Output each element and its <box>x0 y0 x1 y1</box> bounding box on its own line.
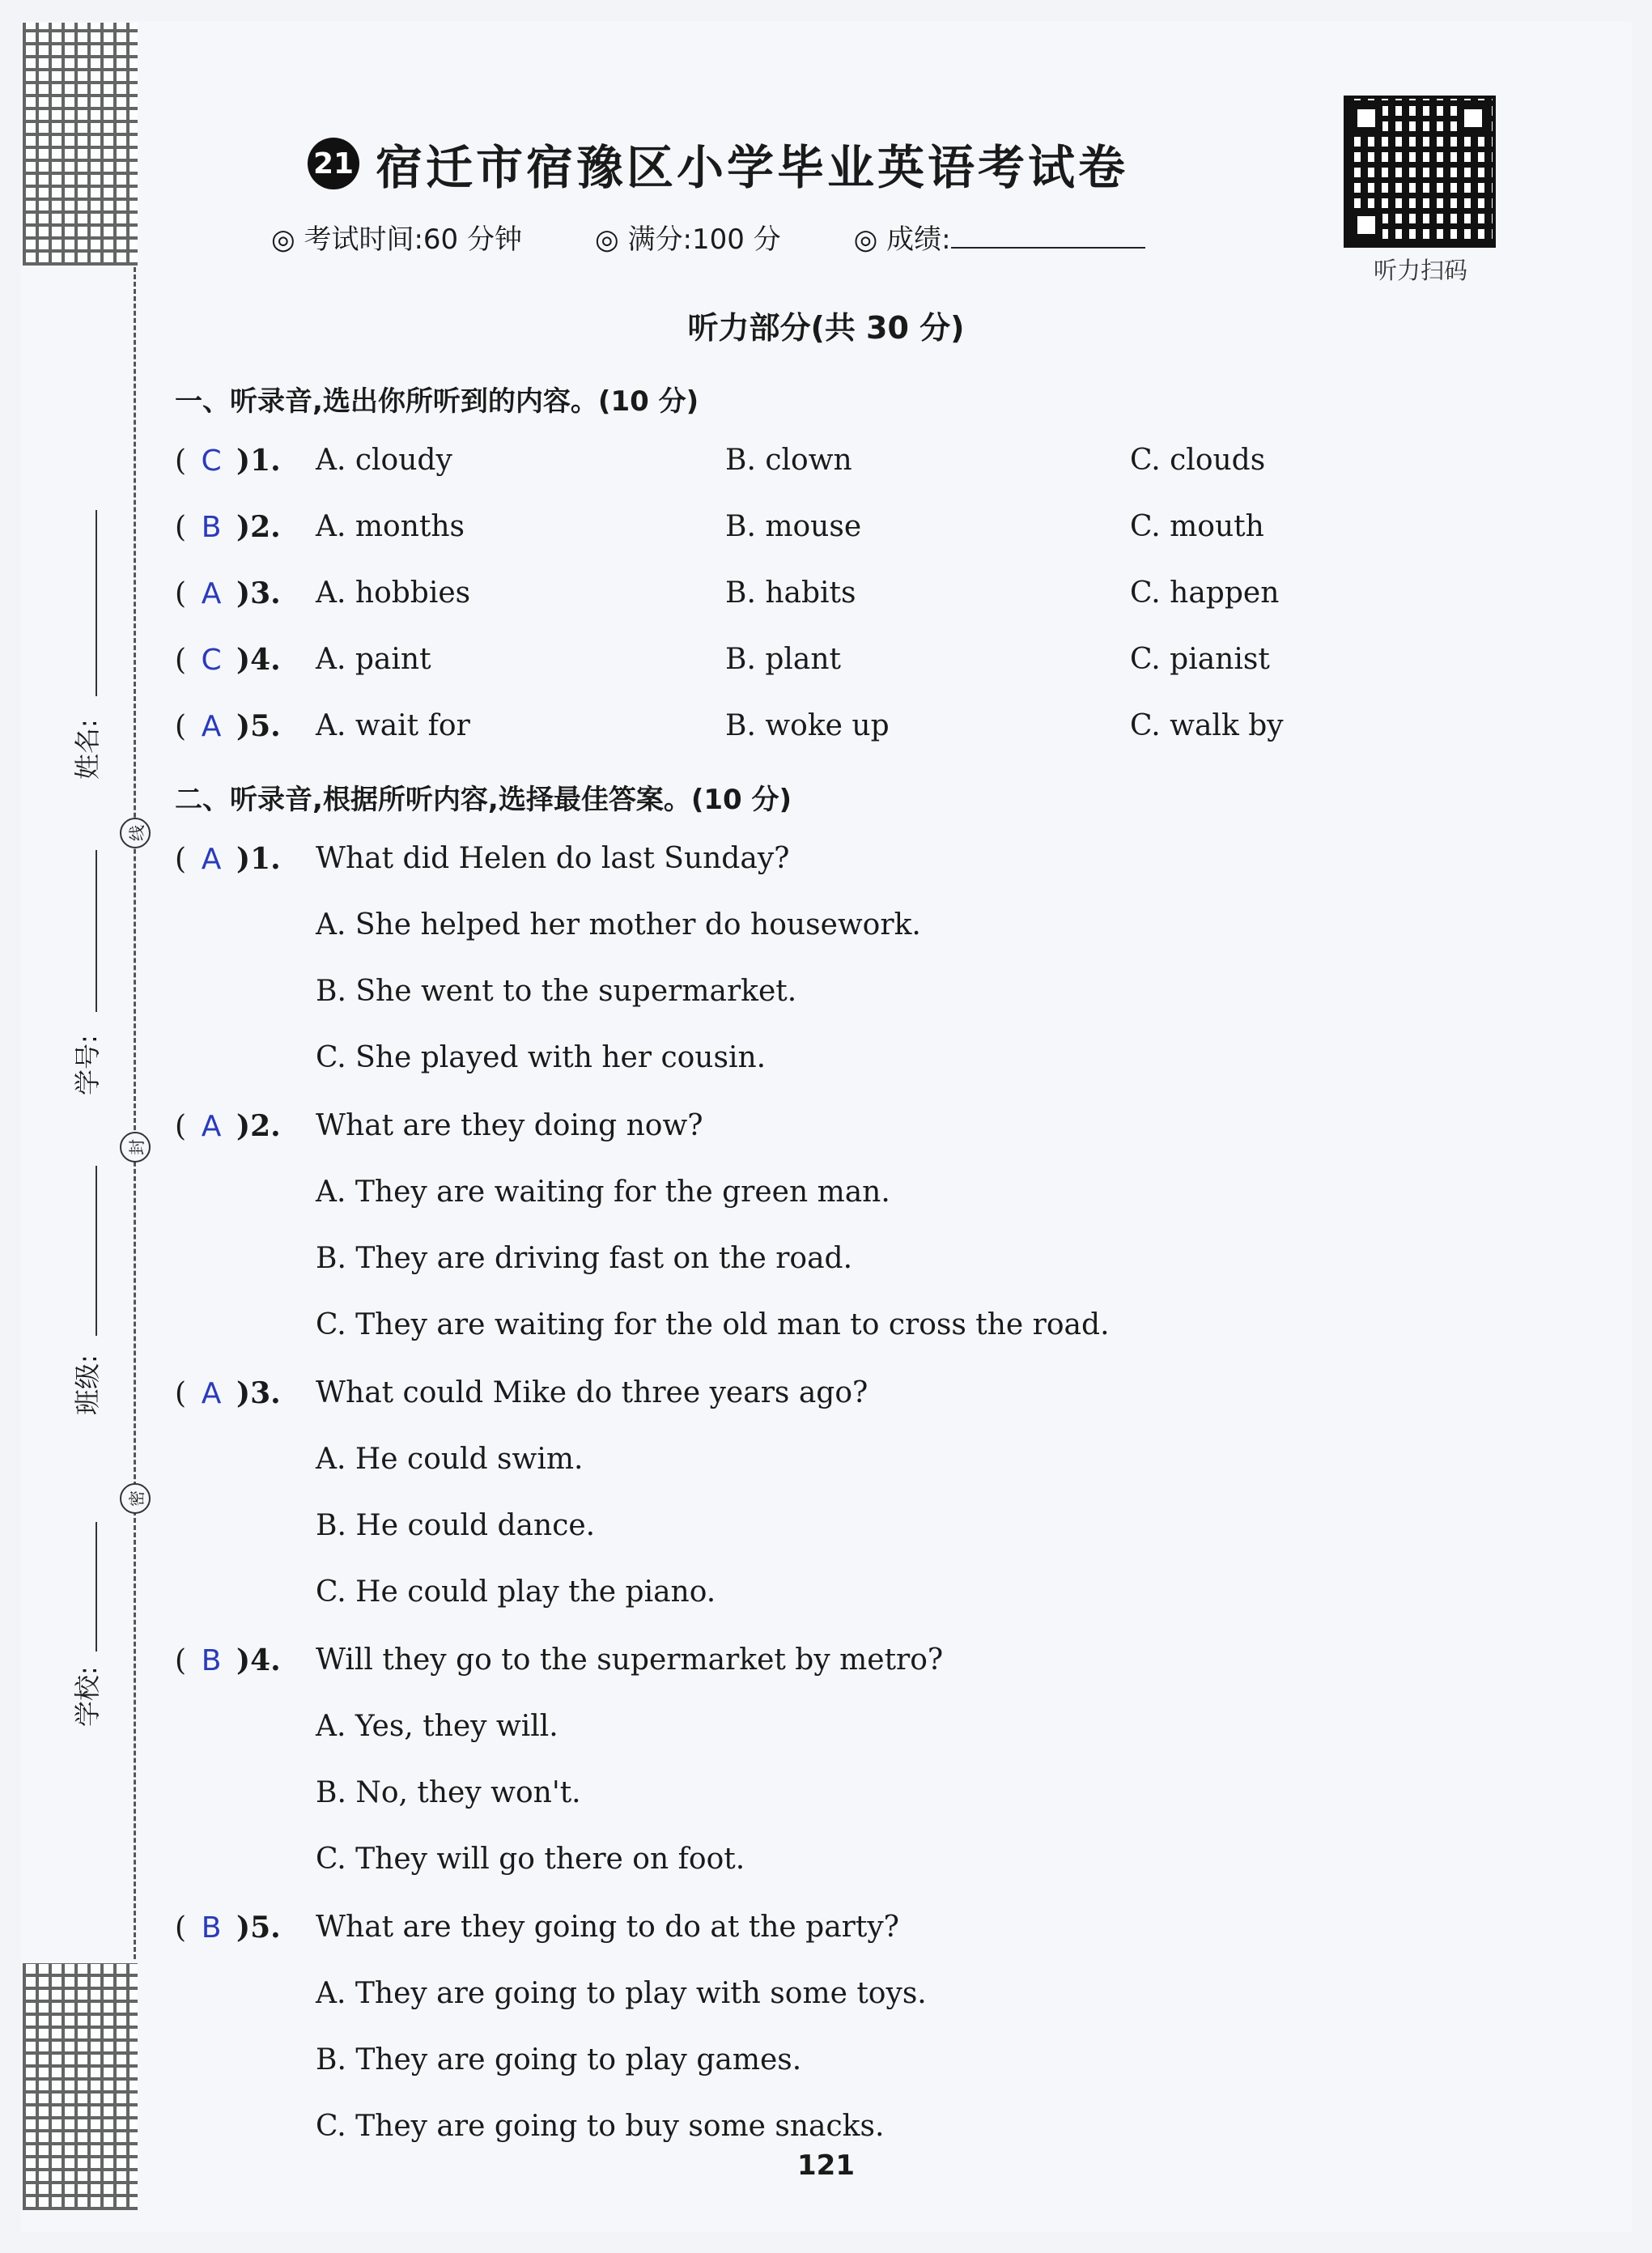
choice-c: C. He could play the piano. <box>316 1575 716 1609</box>
part2-question-4: ( B )4. Will they go to the supermarket by metro? <box>175 1643 944 1677</box>
choice-b: B. She went to the supermarket. <box>316 975 797 1008</box>
name-line[interactable] <box>96 510 97 696</box>
question-stem: What are they doing now? <box>316 1109 703 1142</box>
score-field[interactable] <box>951 223 1145 249</box>
page-number: 121 <box>797 2149 855 2182</box>
answer-mark[interactable]: C <box>201 444 222 478</box>
binding-dashed-line <box>134 267 136 1959</box>
answer-mark[interactable]: A <box>201 843 222 876</box>
choice-c: C. They are going to buy some snacks. <box>316 2110 885 2143</box>
option-b: B. woke up <box>725 709 890 742</box>
answer-mark[interactable]: A <box>201 1377 222 1410</box>
part1-question-4: ( C )4. A. paint B. plant C. pianist <box>175 643 1270 677</box>
question-stem: What did Helen do last Sunday? <box>316 842 790 875</box>
qr-code-icon[interactable] <box>1344 96 1496 248</box>
exam-number-badge: 21 <box>308 138 359 189</box>
option-b: B. habits <box>725 576 856 610</box>
part2-question-1: ( A )1. What did Helen do last Sunday? <box>175 842 790 876</box>
option-c: C. clouds <box>1130 444 1266 477</box>
option-c: C. mouth <box>1130 510 1264 543</box>
choice-a: A. He could swim. <box>316 1443 584 1476</box>
choice-b: B. They are going to play games. <box>316 2043 802 2077</box>
choice-c: C. They are waiting for the old man to cross the road. <box>316 1308 1110 1341</box>
part1-question-1: ( C )1. A. cloudy B. clown C. clouds <box>175 444 1266 478</box>
part1-heading: 一、听录音,选出你所听到的内容。(10 分) <box>175 385 699 418</box>
listening-section-title: 听力部分(共 30 分) <box>687 310 965 346</box>
answer-mark[interactable]: A <box>201 1110 222 1143</box>
answer-mark[interactable]: B <box>201 511 222 544</box>
binding-mark-seal: 封 <box>120 1132 151 1163</box>
answer-mark[interactable]: B <box>201 1644 222 1677</box>
part1-question-5: ( A )5. A. wait for B. woke up C. walk by <box>175 709 1284 743</box>
part1-question-3: ( A )3. A. hobbies B. habits C. happen <box>175 576 1280 610</box>
part2-question-2: ( A )2. What are they doing now? <box>175 1109 703 1143</box>
part2-heading: 二、听录音,根据所听内容,选择最佳答案。(10 分) <box>175 784 792 816</box>
option-c: C. pianist <box>1130 643 1270 676</box>
choice-a: A. They are going to play with some toys. <box>316 1977 927 2010</box>
choice-b: B. He could dance. <box>316 1509 596 1542</box>
option-a: A. cloudy <box>316 444 452 477</box>
part1-question-2: ( B )2. A. months B. mouse C. mouth <box>175 510 1264 544</box>
choice-b: B. No, they won't. <box>316 1776 581 1809</box>
option-c: C. walk by <box>1130 709 1284 742</box>
binding-mark-line: 线 <box>120 818 151 848</box>
choice-b: B. They are driving fast on the road. <box>316 1242 853 1275</box>
exam-info <box>271 217 1145 257</box>
answer-mark[interactable]: A <box>201 577 222 610</box>
option-b: B. plant <box>725 643 842 676</box>
choice-c: C. She played with her cousin. <box>316 1041 767 1074</box>
answer-mark[interactable]: B <box>201 1911 222 1945</box>
exam-title <box>308 130 1128 198</box>
student-id-label: 学号: <box>72 1035 103 1095</box>
question-stem: What could Mike do three years ago? <box>316 1376 868 1409</box>
question-stem: Will they go to the supermarket by metro? <box>316 1643 944 1677</box>
name-label: 姓名: <box>72 719 103 780</box>
answer-mark[interactable]: A <box>201 710 222 743</box>
option-c: C. happen <box>1130 576 1280 610</box>
part2-question-5: ( B )5. What are they going to do at the party? <box>175 1911 899 1945</box>
class-label: 班级: <box>72 1354 103 1415</box>
school-line[interactable] <box>96 1522 97 1651</box>
answer-mark[interactable]: C <box>201 644 222 677</box>
option-b: B. mouse <box>725 510 862 543</box>
school-label: 学校: <box>72 1666 103 1727</box>
exam-title-text: 宿迁市宿豫区小学毕业英语考试卷 <box>376 140 1129 195</box>
qr-caption: 听力扫码 <box>1373 257 1467 284</box>
choice-a: A. She helped her mother do housework. <box>316 908 921 942</box>
option-a: A. paint <box>316 643 431 676</box>
choice-a: A. Yes, they will. <box>316 1710 558 1743</box>
binding-mark-secret: 密 <box>120 1483 151 1514</box>
full-score: ◎ 满分:100 分 <box>595 223 781 256</box>
choice-a: A. They are waiting for the green man. <box>316 1175 890 1209</box>
option-b: B. clown <box>725 444 852 477</box>
choice-c: C. They will go there on foot. <box>316 1843 745 1876</box>
exam-time: ◎ 考试时间:60 分钟 <box>271 223 523 256</box>
option-a: A. months <box>316 510 465 543</box>
question-stem: What are they going to do at the party? <box>316 1911 899 1944</box>
decorative-border-top <box>23 23 138 266</box>
class-line[interactable] <box>96 1166 97 1336</box>
option-a: A. wait for <box>316 709 470 742</box>
student-id-line[interactable] <box>96 850 97 1012</box>
option-a: A. hobbies <box>316 576 471 610</box>
score-label: ◎ 成绩: <box>853 223 951 256</box>
part2-question-3: ( A )3. What could Mike do three years ago? <box>175 1376 868 1410</box>
